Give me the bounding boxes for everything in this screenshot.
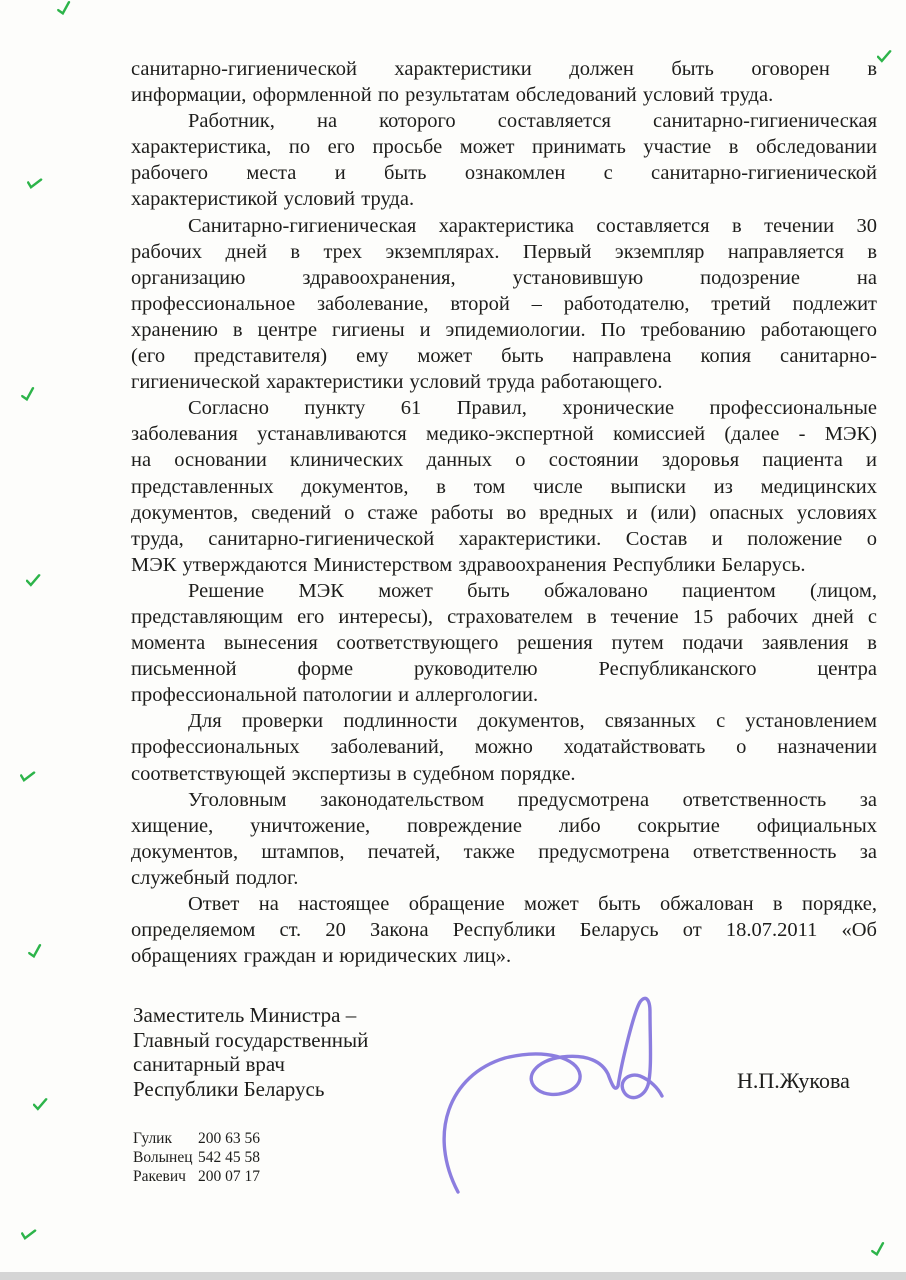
body-line: письменной форме руководителю Республиканского центра: [131, 658, 877, 681]
body-line: информации, оформленной по результатам обследований условий труда.: [131, 84, 774, 107]
contact-row: [133, 1129, 260, 1148]
signature-block-line: Заместитель Министра –: [133, 1003, 357, 1027]
body-line: Для проверки подлинности документов, связанных с установлением: [188, 710, 877, 733]
edge-tick-icon: [20, 1226, 38, 1242]
edge-tick-icon: [877, 50, 892, 64]
contact-row: [133, 1167, 260, 1186]
body-line: Работник, на которого составляется санитарно-гигиеническая: [188, 110, 877, 133]
contact-name: Ракевич: [133, 1168, 186, 1185]
body-line: санитарно-гигиенической характеристики должен быть оговорен в: [131, 58, 877, 80]
body-line: организацию здравоохранения, установившую подозрение на: [131, 266, 877, 289]
body-line: соответствующей экспертизы в судебном порядке.: [131, 762, 576, 785]
signature-block-line: санитарный врач: [133, 1052, 285, 1077]
body-line: хищение, уничтожение, повреждение либо сокрытие официальных: [131, 814, 877, 837]
signature-block-line: Республики Беларусь: [133, 1076, 325, 1101]
body-line: момента вынесения соответствующего решения путем подачи заявления в: [131, 632, 877, 655]
edge-tick-icon: [20, 387, 37, 402]
handwritten-signature-icon: [430, 985, 680, 1200]
signature-block-line: Главный государственный: [133, 1027, 369, 1052]
contact-phone: 200 07 17: [198, 1168, 260, 1185]
edge-tick-icon: [870, 1242, 887, 1257]
body-line: рабочего места и быть ознакомлен с санитарно-гигиенической: [131, 162, 877, 185]
body-line: характеристикой условий труда.: [131, 188, 415, 211]
contact-name: Волынец: [133, 1149, 193, 1166]
body-line: документов, сведений о стаже работы во вредных и (или) опасных условиях: [131, 501, 877, 524]
body-line: профессиональное заболевание, второй – работодателю, третий подлежит: [131, 292, 877, 315]
body-line: Санитарно-гигиеническая характеристика составляется в течении 30: [188, 214, 877, 237]
body-line: Согласно пункту 61 Правил, хронические профессиональные: [188, 397, 877, 420]
scan-edge-shadow: [0, 1272, 906, 1280]
contact-name: Гулик: [133, 1130, 172, 1147]
letter-body: [131, 56, 877, 969]
contact-row: [133, 1148, 260, 1167]
body-line: Решение МЭК может быть обжаловано пациентом (лицом,: [188, 579, 877, 602]
edge-tick-icon: [19, 768, 37, 784]
body-line: хранению в центре гигиены и эпидемиологии. По требованию работающего: [131, 318, 877, 341]
body-line: МЭК утверждаются Министерством здравоохранения Республики Беларусь.: [131, 553, 806, 576]
signature-block: [133, 1003, 368, 1101]
body-line: обращениях граждан и юридических лиц».: [131, 945, 512, 968]
body-line: профессиональной патологии и аллергологии.: [131, 684, 539, 707]
edge-tick-icon: [33, 1098, 48, 1112]
body-line: Ответ на настоящее обращение может быть обжалован в порядке,: [188, 893, 877, 915]
contact-phone: 200 63 56: [198, 1130, 260, 1147]
signer-name: Н.П.Жукова: [737, 1068, 850, 1093]
body-line: служебный подлог.: [131, 866, 299, 889]
body-line: характеристика, по его просьбе может принимать участие в обследовании: [131, 136, 877, 159]
body-line: труда, санитарно-гигиенической характеристики. Состав и положение о: [131, 527, 877, 550]
body-line: (его представителя) ему может быть направлена копия санитарно-: [131, 345, 877, 368]
edge-tick-icon: [27, 944, 44, 959]
edge-tick-icon: [56, 1, 73, 16]
body-line: профессиональных заболеваний, можно ходатайствовать о назначении: [131, 736, 877, 759]
body-line: представленных документов, в том числе выписки из медицинских: [131, 475, 877, 498]
body-line: документов, штампов, печатей, также предусмотрена ответственность за: [131, 840, 877, 863]
contact-list: [133, 1129, 260, 1186]
body-line: определяемом ст. 20 Закона Республики Беларусь от 18.07.2011 «Об: [131, 919, 877, 942]
body-line: Уголовным законодательством предусмотрена ответственность за: [188, 788, 877, 811]
edge-tick-icon: [26, 574, 41, 588]
body-line: рабочих дней в трех экземплярах. Первый экземпляр направляется в: [131, 240, 877, 263]
body-line: на основании клинических данных о состоянии здоровья пациента и: [131, 449, 877, 472]
contact-phone: 542 45 58: [198, 1149, 260, 1166]
body-line: представляющим его интересы), страхователем в течение 15 рабочих дней с: [131, 605, 877, 628]
body-line: заболевания устанавливаются медико-экспертной комиссией (далее - МЭК): [131, 423, 877, 446]
body-line: гигиенической характеристики условий труда работающего.: [131, 371, 663, 394]
edge-tick-icon: [26, 175, 44, 191]
